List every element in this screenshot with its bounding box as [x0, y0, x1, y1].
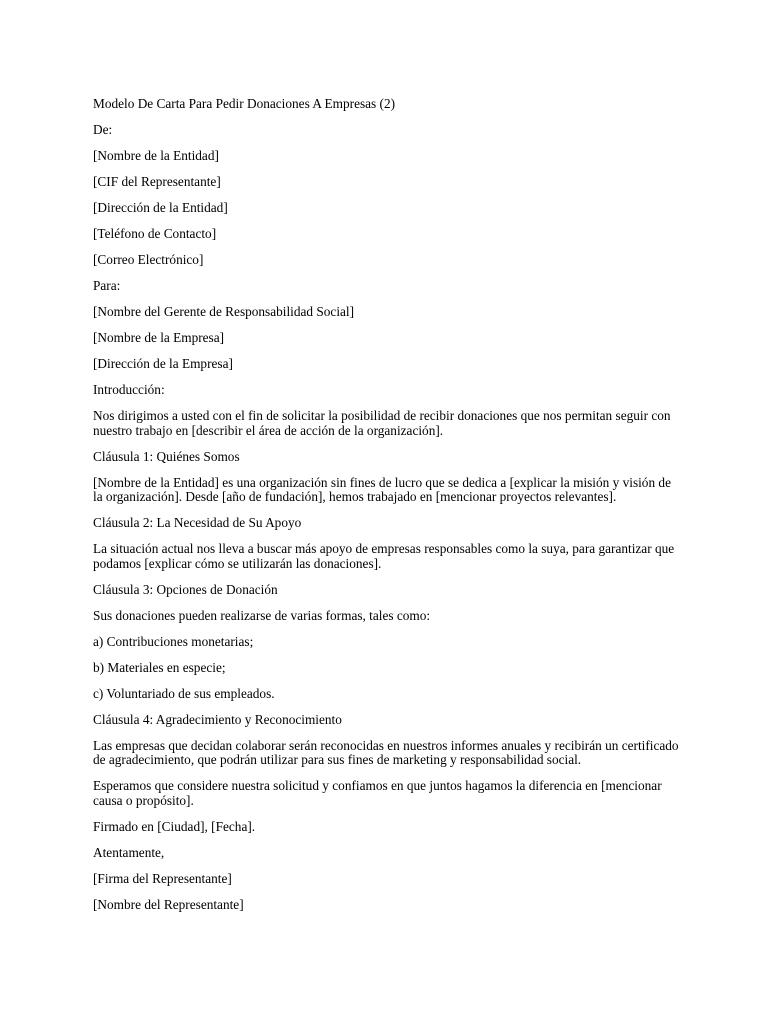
recipient-address: [Dirección de la Empresa]: [93, 356, 233, 371]
sender-entity-name: [Nombre de la Entidad]: [93, 148, 219, 163]
clause-3-heading: Cláusula 3: Opciones de Donación: [93, 581, 278, 597]
sender-cif: [CIF del Representante]: [93, 174, 221, 189]
clause-4-text: Las empresas que decidan colaborar serán reconocidas en nuestros informes anuales y recibirán un certificado de agradecimiento, que podrán utilizar para sus fines de marketing y responsabilidad social.: [93, 737, 679, 767]
sender-address: [Dirección de la Entidad]: [93, 200, 228, 215]
document-title: Modelo De Carta Para Pedir Donaciones A Empresas (2): [93, 96, 396, 111]
from-label: De:: [93, 122, 113, 137]
recipient-manager: [Nombre del Gerente de Responsabilidad Social]: [93, 304, 355, 319]
sender-email: [Correo Electrónico]: [93, 252, 204, 267]
clause-3-text: Sus donaciones pueden realizarse de varias formas, tales como:: [93, 607, 431, 623]
letter-body: [93, 97, 683, 924]
donation-option-b: b) Materiales en especie;: [93, 659, 226, 675]
clause-2-heading: Cláusula 2: La Necesidad de Su Apoyo: [93, 515, 302, 530]
sender-phone: [Teléfono de Contacto]: [93, 226, 217, 241]
signed-place-date: Firmado en [Ciudad], [Fecha].: [93, 818, 256, 834]
representative-name: [Nombre del Representante]: [93, 896, 244, 912]
introduction-text: Nos dirigimos a usted con el fin de solicitar la posibilidad de recibir donaciones que nos permitan seguir con nuestro trabajo en [describir el área de acción de la organización].: [93, 408, 671, 438]
clause-1-text: [Nombre de la Entidad] es una organización sin fines de lucro que se dedica a [explicar la misión y visión de la organización]. Desde [año de fundación], hemos trabajado en [mencionar proyectos relevantes].: [93, 474, 671, 504]
introduction-heading: Introducción:: [93, 382, 165, 397]
closing-text: Esperamos que considere nuestra solicitud y confiamos en que juntos hagamos la diferencia en [mencionar causa o propósito].: [93, 778, 662, 808]
donation-option-c: c) Voluntariado de sus empleados.: [93, 685, 275, 701]
clause-1-heading: Cláusula 1: Quiénes Somos: [93, 448, 240, 464]
donation-option-a: a) Contribuciones monetarias;: [93, 633, 254, 649]
clause-2-text: La situación actual nos lleva a buscar más apoyo de empresas responsables como la suya, para garantizar que podamos [explicar cómo se utilizarán las donaciones].: [93, 541, 675, 571]
representative-signature: [Firma del Representante]: [93, 870, 232, 886]
recipient-company: [Nombre de la Empresa]: [93, 330, 225, 345]
clause-4-heading: Cláusula 4: Agradecimiento y Reconocimiento: [93, 711, 342, 727]
salutation: Atentamente,: [93, 844, 165, 860]
to-label: Para:: [93, 278, 121, 293]
